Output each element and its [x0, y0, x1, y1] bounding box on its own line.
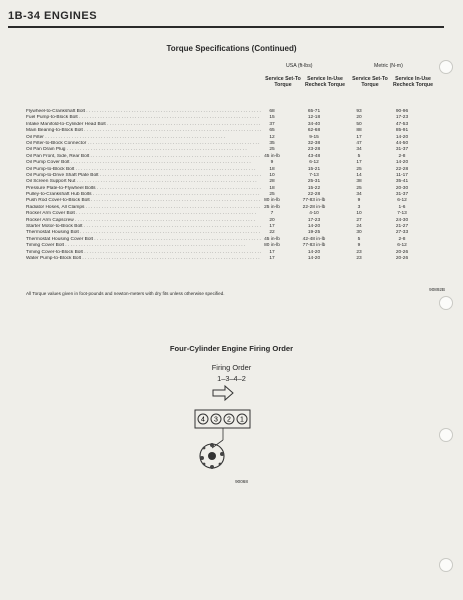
torque-value: 23: [356, 255, 362, 261]
header-rule: [8, 26, 444, 28]
torque-value: 21-27: [395, 224, 409, 230]
component-name: Intake Manifold-to-Cylinder Head Bolt . . .: [26, 122, 261, 128]
torque-value: 34: [356, 147, 362, 153]
torque-value: 5: [357, 236, 361, 242]
torque-value: 20: [269, 217, 275, 223]
torque-value: 88: [356, 128, 362, 134]
punch-hole: [439, 60, 453, 74]
usa-units-label: USA (ft-lbs): [286, 63, 313, 69]
torque-value: 2-8: [398, 236, 406, 242]
torque-value: 85-91: [395, 128, 409, 134]
torque-value: 7-13: [397, 211, 407, 217]
component-name: Oil Pump Cover Bolt . . .: [26, 160, 261, 166]
col-metric-recheck: Service In-Use Recheck Torque: [393, 76, 433, 89]
torque-value: 17: [269, 249, 275, 255]
torque-value: 28: [269, 179, 275, 185]
firing-order-diagram: [183, 384, 263, 494]
torque-value: 77-83 in-lb: [302, 243, 326, 249]
component-name: Main Bearing-to-Block Bolt . . .: [26, 128, 261, 134]
component-name: Oil Pan Front, Side, Rear Bolt . . .: [26, 154, 261, 160]
torque-value: 20-26: [395, 255, 409, 261]
cylinder-row: [198, 414, 247, 424]
torque-value: 17: [269, 224, 275, 230]
component-name: Thermostat Housing Cover Bolt . . .: [26, 237, 261, 243]
component-name: Oil Pan Drain Plug . . .: [26, 147, 261, 153]
torque-value: 17-23: [395, 115, 409, 121]
torque-value: 9: [357, 243, 361, 249]
torque-value: 19-25: [307, 230, 321, 236]
torque-value: 43-48: [307, 153, 321, 159]
torque-value: 6-12: [309, 160, 319, 166]
torque-table: [26, 109, 446, 262]
component-name: Oil Filter-to-Block Connector . . .: [26, 141, 261, 147]
torque-value: 9-15: [309, 134, 319, 140]
torque-value: 7-13: [309, 172, 319, 178]
torque-value: 24-30: [395, 217, 409, 223]
component-name: Rocker Arm Capscrew . . .: [26, 218, 261, 224]
cylinder-number: 2: [227, 416, 231, 424]
torque-value: 25: [356, 185, 362, 191]
torque-value: 9: [357, 198, 361, 204]
torque-value: 68: [269, 109, 275, 114]
col-metric-set-to: Service Set-To Torque: [352, 76, 388, 89]
table-footnote: All Torque values given in foot-pounds and newton-meters with dry fits unless otherwise specified.: [26, 291, 225, 296]
component-name: Oil Pump-to-Drive Shaft Plate Bolt . . .: [26, 173, 261, 179]
torque-value: 6-12: [397, 243, 407, 249]
torque-value: 12-18: [307, 115, 321, 121]
torque-value: 15-22: [307, 185, 321, 191]
torque-value: 18: [269, 185, 275, 191]
torque-value: 17: [269, 255, 275, 261]
distributor-cap-icon: [200, 443, 224, 469]
torque-value: 1-6: [398, 204, 406, 210]
torque-value: 7: [270, 211, 274, 217]
punch-hole: [439, 558, 453, 572]
torque-value: 38: [356, 179, 362, 185]
torque-value: 10: [356, 211, 362, 217]
torque-value: 25: [356, 166, 362, 172]
front-arrow-icon: [213, 386, 233, 400]
torque-value: 2-8: [398, 153, 406, 159]
torque-value: 34-40: [307, 121, 321, 127]
torque-value: 14: [356, 172, 362, 178]
component-name: Oil Pump-to-Block Bolt . . .: [26, 167, 261, 173]
torque-value: 42-48 in-lb: [302, 236, 326, 242]
torque-value: 62-68: [307, 128, 321, 134]
component-name: Pulley-to-Crankshaft Hub Bolts . . .: [26, 192, 261, 198]
torque-value: 80 in-lb: [264, 243, 280, 249]
torque-value: 24: [356, 224, 362, 230]
torque-value: 25: [269, 147, 275, 153]
table-row: [26, 256, 446, 262]
firing-order-heading: Four-Cylinder Engine Firing Order: [169, 344, 294, 353]
torque-value: 27: [356, 217, 362, 223]
component-name: Starter Motor-to-Block Bolt . . .: [26, 224, 261, 230]
torque-value: 15-21: [307, 166, 321, 172]
torque-value: 50: [356, 121, 362, 127]
component-name: Oil Screen Support Nut . . .: [26, 179, 261, 185]
torque-value: 20: [356, 115, 362, 121]
torque-value: 34: [356, 192, 362, 198]
torque-value: 14-20: [307, 249, 321, 255]
torque-value: 22-28 in-lb: [302, 204, 326, 210]
torque-value: 32-38: [307, 140, 321, 146]
torque-value: 14-20: [395, 134, 409, 140]
torque-value: 4-10: [309, 211, 319, 217]
component-name: Water Pump-to-Block Bolt . . .: [26, 256, 261, 262]
diagram-figure-number: 90068: [235, 479, 248, 484]
metric-units-label: Metric (N-m): [374, 63, 403, 69]
torque-value: 93: [356, 109, 362, 114]
component-name: Timing Cover Bolt . . .: [26, 243, 261, 249]
torque-value: 31-37: [395, 192, 409, 198]
col-usa-set-to: Service Set-To Torque: [265, 76, 301, 89]
component-name: Flywheel-to-Crankshaft Bolt . . .: [26, 109, 261, 115]
torque-value: 3: [357, 204, 361, 210]
torque-value: 20-26: [395, 249, 409, 255]
col-usa-recheck: Service In-Use Recheck Torque: [305, 76, 345, 89]
torque-value: 11-17: [396, 172, 408, 178]
torque-value: 80 in-lb: [264, 198, 280, 204]
cylinder-number: 1: [240, 416, 244, 424]
component-name: Oil Filter . . .: [26, 135, 261, 141]
cylinder-number: 4: [201, 416, 205, 424]
component-name: Timing Cover-to-Block Bolt . . .: [26, 250, 261, 256]
torque-value: 25 in-lb: [264, 204, 280, 210]
firing-order-sequence: 1–3–4–2: [217, 374, 246, 383]
torque-value: 18: [269, 166, 275, 172]
torque-value: 31-37: [395, 147, 409, 153]
torque-value: 20-30: [395, 185, 409, 191]
component-name: Push Rod Cover-to-Block Bolt . . .: [26, 198, 261, 204]
torque-value: 14-20: [307, 255, 321, 261]
torque-value: 30: [356, 230, 362, 236]
torque-value: 44-50: [395, 140, 409, 146]
component-name: Fuel Pump-to-Block Bolt . . .: [26, 115, 261, 121]
cylinder-number: 3: [214, 416, 218, 424]
torque-value: 65-71: [307, 109, 321, 114]
component-name: Rocker Arm Cover Bolt . . .: [26, 211, 261, 217]
page-header: [8, 8, 446, 28]
torque-value: 77-83 in-lb: [302, 198, 326, 204]
torque-value: 12: [269, 134, 275, 140]
torque-value: 5: [357, 153, 361, 159]
torque-value: 35: [269, 140, 275, 146]
torque-value: 65: [269, 128, 275, 134]
torque-value: 47-53: [395, 121, 409, 127]
torque-value: 27-33: [395, 230, 409, 236]
torque-value: 25: [269, 192, 275, 198]
torque-value: 47: [356, 140, 362, 146]
torque-value: 6-12: [397, 198, 407, 204]
firing-order-label: Firing Order: [211, 363, 252, 372]
punch-hole: [439, 428, 453, 442]
torque-value: 23: [356, 249, 362, 255]
torque-value: 22-28: [307, 192, 321, 198]
torque-value: 90-96: [395, 109, 409, 114]
torque-value: 35-41: [395, 179, 409, 185]
torque-value: 17-23: [307, 217, 321, 223]
torque-value: 23-28: [307, 147, 321, 153]
torque-value: 14-20: [395, 160, 409, 166]
torque-value: 10: [269, 172, 275, 178]
torque-value: 45 in-lb: [264, 236, 280, 242]
component-name: Radiator Hoses, All Clamps . . .: [26, 205, 261, 211]
section-title: 1B-34 ENGINES: [8, 10, 98, 22]
torque-value: 9: [270, 160, 274, 166]
table-title: Torque Specifications (Continued): [166, 44, 297, 53]
torque-value: 15: [269, 115, 275, 121]
component-name: Pressure Plate-to-Flywheel Bolts . . .: [26, 186, 261, 192]
torque-value: 14-20: [307, 224, 321, 230]
torque-value: 45 in-lb: [264, 153, 280, 159]
torque-value: 25-31: [307, 179, 321, 185]
figure-number: 90892B: [429, 287, 445, 292]
component-name: Thermostat Housing Bolt . . .: [26, 230, 261, 236]
torque-value: 22-28: [395, 166, 409, 172]
punch-hole: [439, 296, 453, 310]
torque-value: 37: [269, 121, 275, 127]
torque-value: 22: [269, 230, 275, 236]
torque-value: 17: [356, 134, 362, 140]
torque-value: 17: [356, 160, 362, 166]
